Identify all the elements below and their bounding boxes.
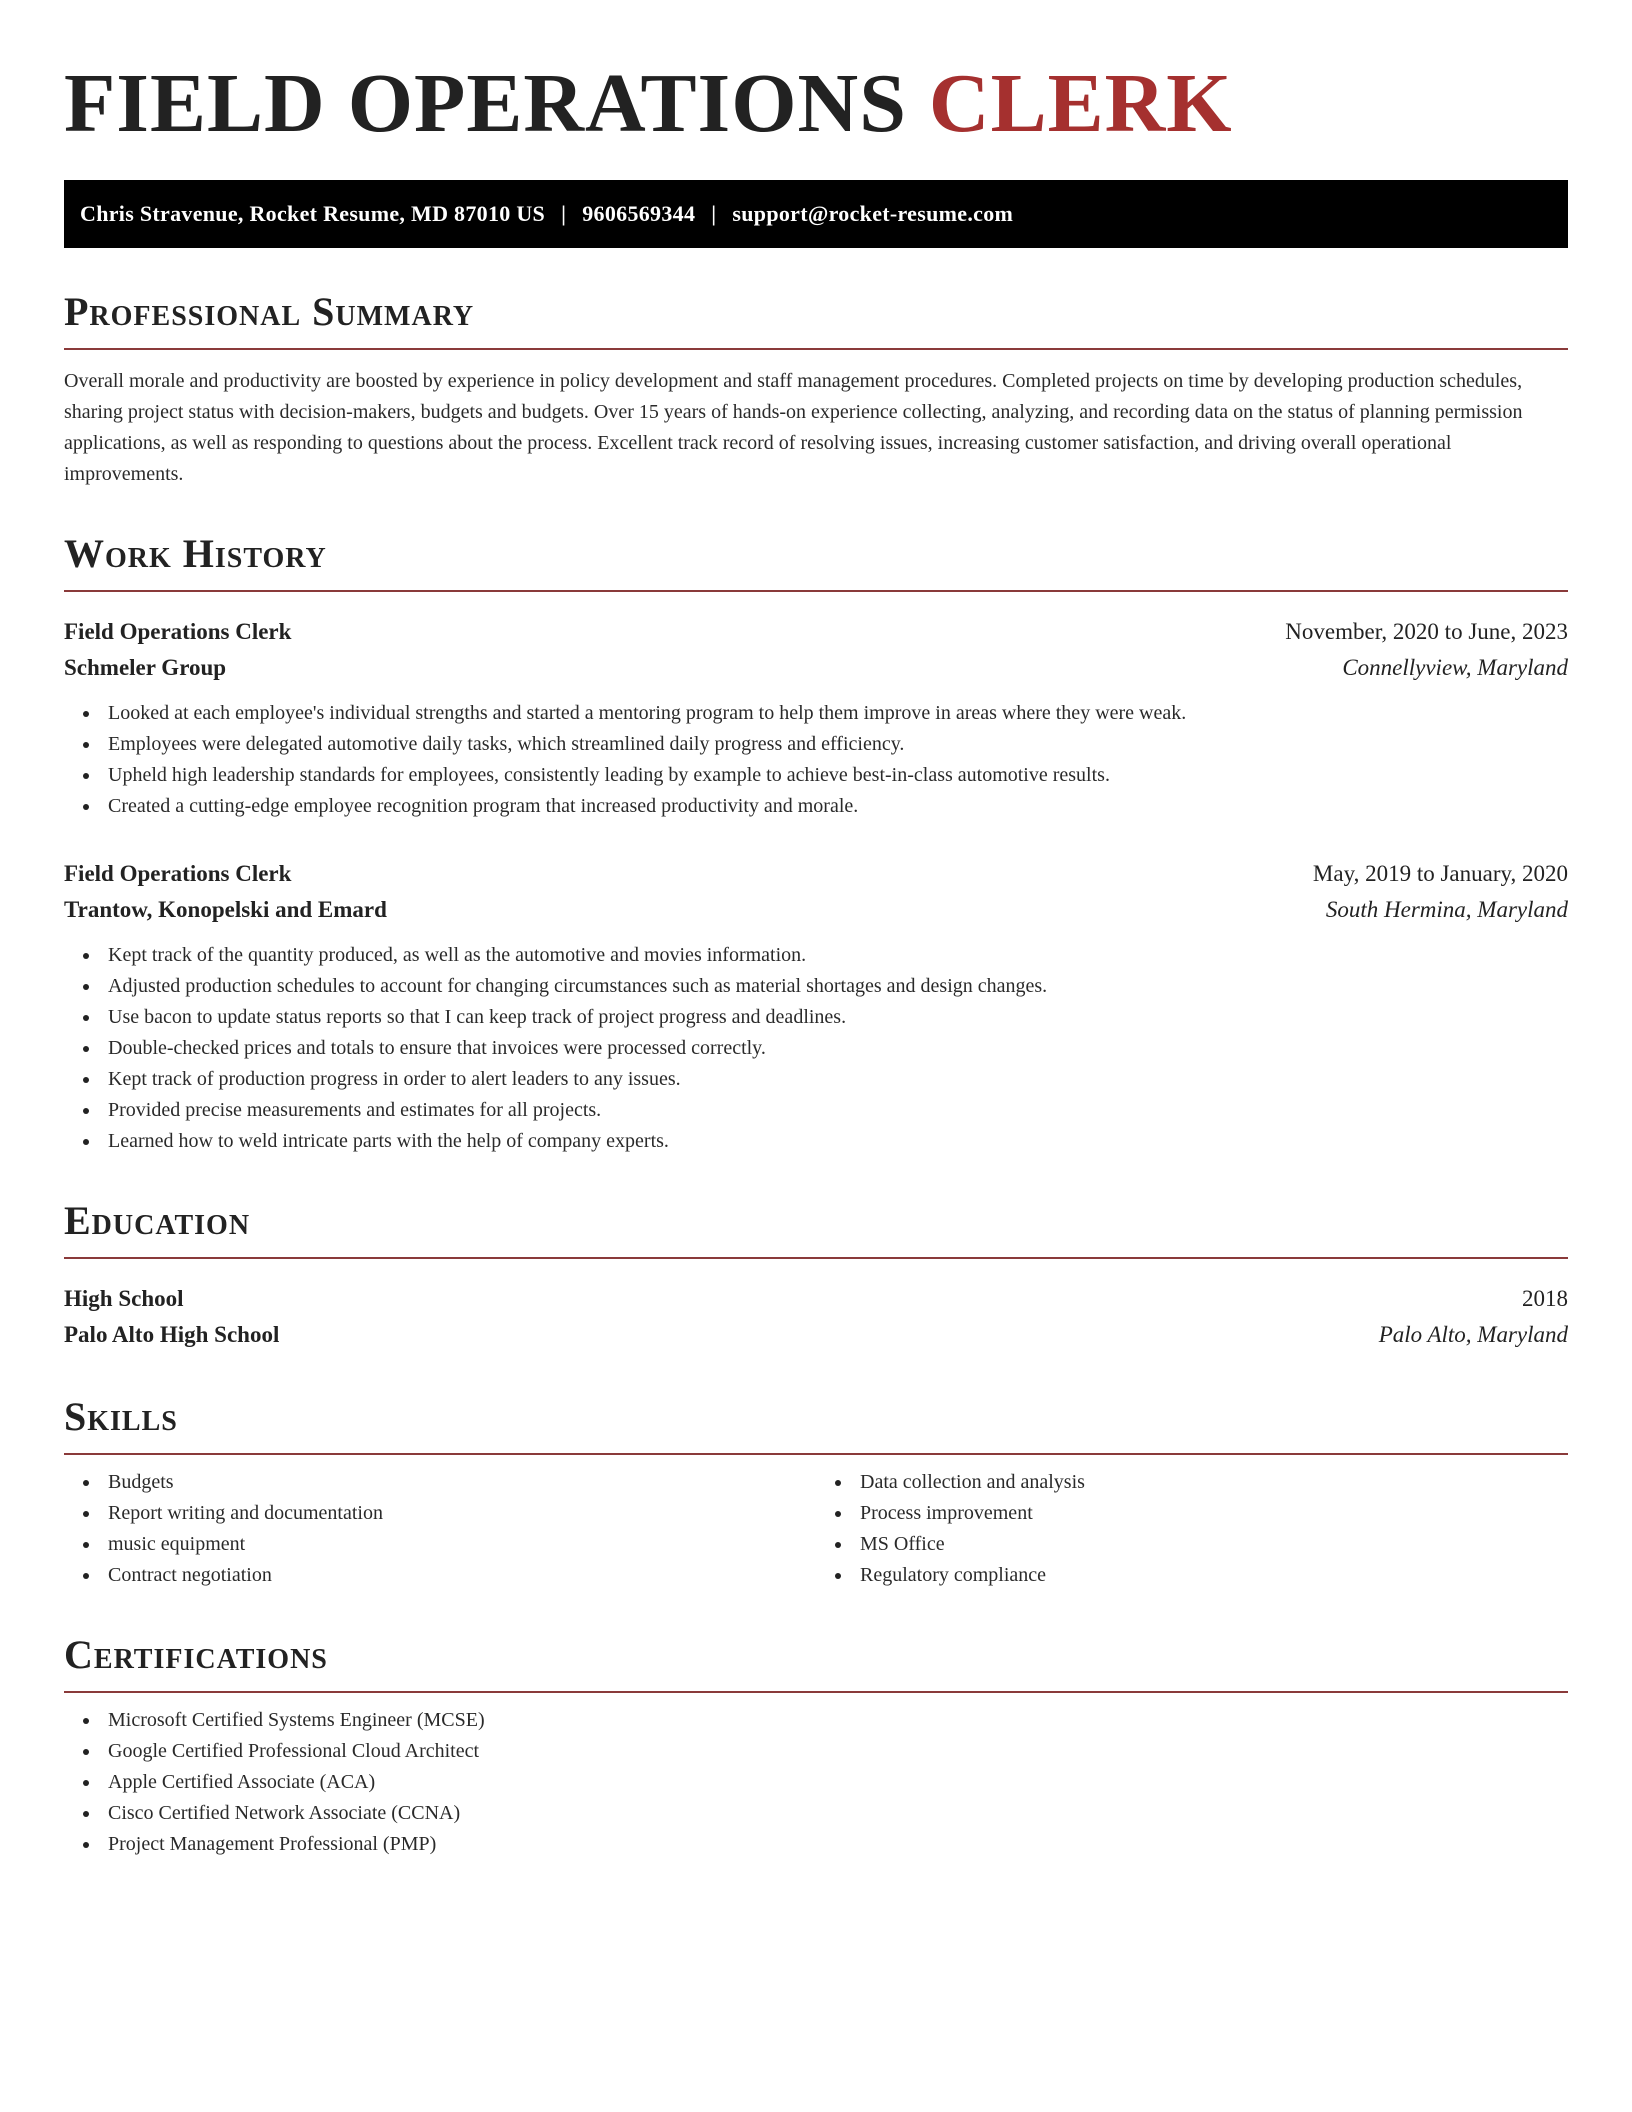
job-location: South Hermina, Maryland xyxy=(1325,897,1568,922)
section-divider xyxy=(64,1257,1568,1259)
name-main: FIELD OPERATIONS xyxy=(64,57,907,150)
skill-item: Process improvement xyxy=(860,1498,1568,1529)
education-school: Palo Alto High School xyxy=(64,1322,280,1347)
list-item: Kept track of production progress in order to alert leaders to any issues. xyxy=(108,1064,1568,1095)
job-entry xyxy=(64,856,1568,1157)
job-dates: November, 2020 to June, 2023 xyxy=(1285,619,1568,644)
certification-item: Project Management Professional (PMP) xyxy=(108,1829,1568,1860)
name-accent: CLERK xyxy=(928,57,1233,150)
education-degree: High School xyxy=(64,1286,184,1311)
job-company: Schmeler Group xyxy=(64,655,227,680)
job-dates: May, 2019 to January, 2020 xyxy=(1312,861,1568,886)
resume-name xyxy=(64,56,1568,152)
skill-item: Budgets xyxy=(108,1467,816,1498)
certification-item: Cisco Certified Network Associate (CCNA) xyxy=(108,1798,1568,1829)
summary-text: Overall morale and productivity are boosted by experience in policy development and staff management procedures. Completed projects on time by developing production schedules, sharing project status with decision-makers, budgets and budgets. Over 15 years of hands-on experience collecting, analyzing, and recording data on the status of planning permission applications, as well as responding to questions about the process. Excellent track record of resolving issues, increasing customer satisfaction, and driving overall operational improvements. xyxy=(64,370,1523,485)
section-title-work-history: Work History xyxy=(64,531,327,576)
list-item: Employees were delegated automotive daily tasks, which streamlined daily progress and efficiency. xyxy=(108,729,1568,760)
list-item: Looked at each employee's individual strengths and started a mentoring program to help them improve in areas where they were weak. xyxy=(108,698,1568,729)
contact-bar xyxy=(64,180,1568,248)
job-bullets xyxy=(64,940,1568,1157)
work-history-section xyxy=(64,530,1568,1157)
job-role: Field Operations Clerk xyxy=(64,861,292,886)
education-section xyxy=(64,1197,1568,1353)
certifications-list xyxy=(64,1705,1568,1860)
job-location: Connellyview, Maryland xyxy=(1342,655,1568,680)
section-title-certifications: Certifications xyxy=(64,1632,328,1677)
skill-item: Regulatory compliance xyxy=(860,1560,1568,1591)
list-item: Upheld high leadership standards for employees, consistently leading by example to achieve best-in-class automotive results. xyxy=(108,760,1568,791)
job-entry xyxy=(64,614,1568,822)
skills-grid xyxy=(64,1467,1568,1591)
list-item: Kept track of the quantity produced, as well as the automotive and movies information. xyxy=(108,940,1568,971)
skill-item: MS Office xyxy=(860,1529,1568,1560)
list-item: Provided precise measurements and estimates for all projects. xyxy=(108,1095,1568,1126)
education-year: 2018 xyxy=(1522,1286,1568,1311)
certification-item: Microsoft Certified Systems Engineer (MCSE) xyxy=(108,1705,1568,1736)
contact-phone: 9606569344 xyxy=(582,201,696,226)
section-title-education: Education xyxy=(64,1198,251,1243)
list-item: Created a cutting-edge employee recognition program that increased productivity and morale. xyxy=(108,791,1568,822)
contact-email: support@rocket-resume.com xyxy=(732,201,1014,226)
skills-column-left xyxy=(64,1467,816,1591)
skill-item: music equipment xyxy=(108,1529,816,1560)
job-role: Field Operations Clerk xyxy=(64,619,292,644)
job-company: Trantow, Konopelski and Emard xyxy=(64,897,387,922)
section-title-summary: Professional Summary xyxy=(64,289,475,334)
section-divider xyxy=(64,1691,1568,1693)
education-location: Palo Alto, Maryland xyxy=(1378,1322,1568,1347)
education-entry xyxy=(64,1281,1568,1353)
section-divider xyxy=(64,1453,1568,1455)
summary-section xyxy=(64,288,1568,490)
skill-item: Report writing and documentation xyxy=(108,1498,816,1529)
section-divider xyxy=(64,348,1568,350)
skill-item: Data collection and analysis xyxy=(860,1467,1568,1498)
certification-item: Apple Certified Associate (ACA) xyxy=(108,1767,1568,1798)
list-item: Use bacon to update status reports so that I can keep track of project progress and deadlines. xyxy=(108,1002,1568,1033)
list-item: Double-checked prices and totals to ensure that invoices were processed correctly. xyxy=(108,1033,1568,1064)
skills-section xyxy=(64,1393,1568,1591)
certifications-section xyxy=(64,1631,1568,1860)
contact-address: Chris Stravenue, Rocket Resume, MD 87010 US xyxy=(80,201,546,226)
list-item: Adjusted production schedules to account for changing circumstances such as material shortages and design changes. xyxy=(108,971,1568,1002)
contact-separator: | xyxy=(711,201,717,226)
skill-item: Contract negotiation xyxy=(108,1560,816,1591)
contact-separator: | xyxy=(561,201,567,226)
skills-column-right xyxy=(816,1467,1568,1591)
section-title-skills: Skills xyxy=(64,1394,178,1439)
list-item: Learned how to weld intricate parts with the help of company experts. xyxy=(108,1126,1568,1157)
job-bullets xyxy=(64,698,1568,822)
section-divider xyxy=(64,590,1568,592)
certification-item: Google Certified Professional Cloud Architect xyxy=(108,1736,1568,1767)
